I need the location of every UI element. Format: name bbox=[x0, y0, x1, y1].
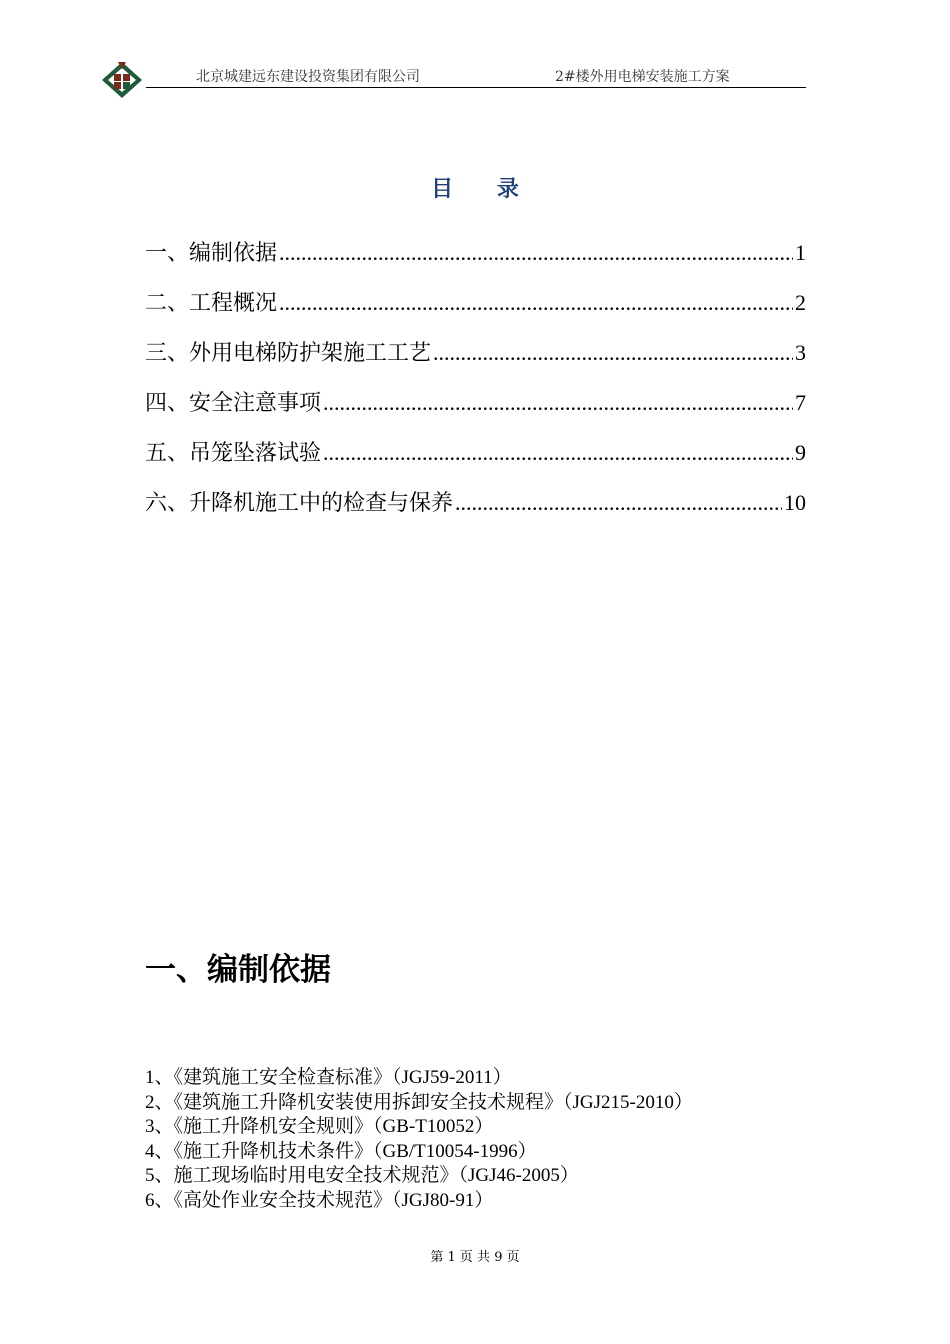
reference-item: 2、《建筑施工升降机安装使用拆卸安全技术规程》（JGJ215-2010） bbox=[145, 1091, 693, 1113]
company-logo-icon bbox=[100, 60, 144, 100]
toc-entry-page: 1 bbox=[795, 240, 806, 265]
toc-leader-dots bbox=[279, 290, 793, 316]
page-header bbox=[100, 60, 806, 92]
company-name: 北京城建远东建设投资集团有限公司 bbox=[196, 69, 420, 85]
toc-entry-label: 三、外用电梯防护架施工工艺 bbox=[145, 341, 432, 366]
toc-entry-page: 9 bbox=[795, 440, 806, 465]
toc-entry[interactable] bbox=[145, 486, 806, 536]
toc-leader-dots bbox=[323, 440, 793, 466]
header-divider bbox=[146, 87, 806, 88]
reference-item: 3、《施工升降机安全规则》（GB-T10052） bbox=[145, 1116, 494, 1137]
toc-title: 目 录 bbox=[431, 176, 537, 202]
toc-entry-label: 四、安全注意事项 bbox=[145, 391, 322, 416]
document-title: 2#楼外用电梯安装施工方案 bbox=[555, 69, 730, 85]
toc-entry-label: 六、升降机施工中的检查与保养 bbox=[145, 491, 454, 516]
toc-entry-page: 10 bbox=[784, 490, 806, 515]
reference-item: 5、施工现场临时用电安全技术规范》（JGJ46-2005） bbox=[145, 1165, 579, 1186]
toc-leader-dots bbox=[323, 390, 793, 416]
toc-entry-page: 2 bbox=[795, 290, 806, 315]
toc-entry[interactable] bbox=[145, 236, 806, 286]
toc-entry-page: 7 bbox=[795, 390, 806, 415]
section-heading: 一、编制依据 bbox=[145, 952, 331, 988]
toc-entry[interactable] bbox=[145, 336, 806, 386]
toc-leader-dots bbox=[433, 340, 793, 366]
reference-item: 1、《建筑施工安全检查标准》（JGJ59-2011） bbox=[145, 1067, 512, 1088]
page-footer: 第 1 页 共 9 页 bbox=[430, 1250, 520, 1265]
toc-entry-label: 五、吊笼坠落试验 bbox=[145, 441, 322, 466]
toc-entry[interactable] bbox=[145, 436, 806, 486]
toc-entry-label: 一、编制依据 bbox=[145, 241, 278, 266]
table-of-contents bbox=[145, 236, 806, 536]
toc-entry[interactable] bbox=[145, 386, 806, 436]
reference-list bbox=[145, 1066, 845, 1213]
toc-leader-dots bbox=[455, 490, 782, 516]
reference-item: 6、《高处作业安全技术规范》（JGJ80-91） bbox=[145, 1189, 494, 1211]
toc-entry-page: 3 bbox=[795, 340, 806, 365]
reference-item: 4、《施工升降机技术条件》（GB/T10054-1996） bbox=[145, 1140, 537, 1162]
toc-entry-label: 二、工程概况 bbox=[145, 291, 278, 316]
toc-leader-dots bbox=[279, 240, 793, 266]
toc-entry[interactable] bbox=[145, 286, 806, 336]
